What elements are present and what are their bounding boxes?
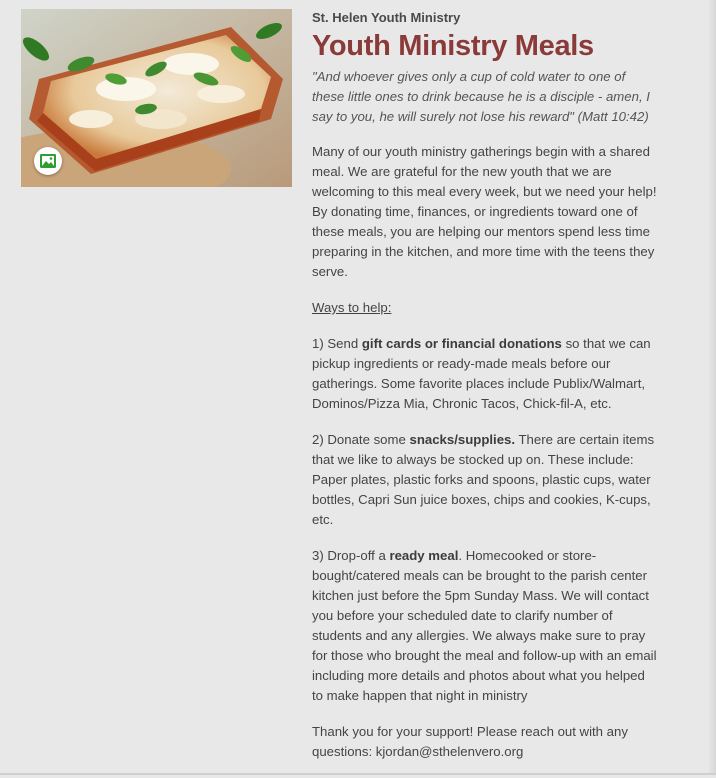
way-2-text: There are certain items that we like to always be stocked up on. These include: Paper plates, plastic forks and spoons, plastic cups, water bottles, Capri Sun juice boxes, chips and cookies, K-cups, etc. [312, 432, 655, 527]
way-1-text: so that we can pickup ingredients or ready-made meals before our gatherings. Some favorite places include Publix/Walmart, Dominos/Pizza Mia, Chronic Tacos, Chick-fil-A, etc. [312, 336, 651, 411]
page-title: Youth Ministry Meals [312, 30, 594, 62]
way-1-prefix: 1) Send [312, 336, 362, 351]
image-icon [39, 153, 57, 169]
organization-name: St. Helen Youth Ministry [312, 10, 461, 25]
page-edge-shade [708, 0, 716, 775]
way-2-prefix: 2) Donate some [312, 432, 410, 447]
way-2-emphasis: snacks/supplies. [409, 432, 516, 447]
way-3-paragraph [312, 546, 658, 706]
way-1-paragraph [312, 334, 658, 414]
way-3-prefix: 3) Drop-off a [312, 548, 390, 563]
scripture-quote: "And whoever gives only a cup of cold water to one of these little ones to drink because he is a disciple - amen, I say to you, he will surely not lose his reward" (Matt 10:42) [312, 69, 650, 124]
way-2-paragraph [312, 430, 658, 530]
way-3-emphasis: ready meal [389, 548, 459, 563]
way-1-emphasis: gift cards or financial donations [361, 336, 562, 351]
article-content [312, 10, 658, 778]
image-badge[interactable] [34, 147, 62, 175]
way-3-text: . Homecooked or store-bought/catered meals can be brought to the parish center kitchen just before the 5pm Sunday Mass. We will contact you before your scheduled date to clarify number of students and any allergies. We always make sure to pray for those who brought the meal and follow-up with an email including more details and photos about what you helped to make happen that night in ministry [312, 548, 657, 703]
intro-paragraph: Many of our youth ministry gatherings begin with a shared meal. We are grateful for the new youth that we are welcoming to this meal every week, but we need your help! By donating time, finances, or ingredients toward one of these meals, you are helping our mentors spend less time preparing in the kitchen, and more time with the teens they serve. [312, 144, 657, 279]
lasagna-photo [21, 9, 292, 187]
ways-heading: Ways to help: [312, 300, 392, 315]
thanks-paragraph: Thank you for your support! Please reach out with any questions: kjordan@sthelenvero.org [312, 724, 628, 759]
